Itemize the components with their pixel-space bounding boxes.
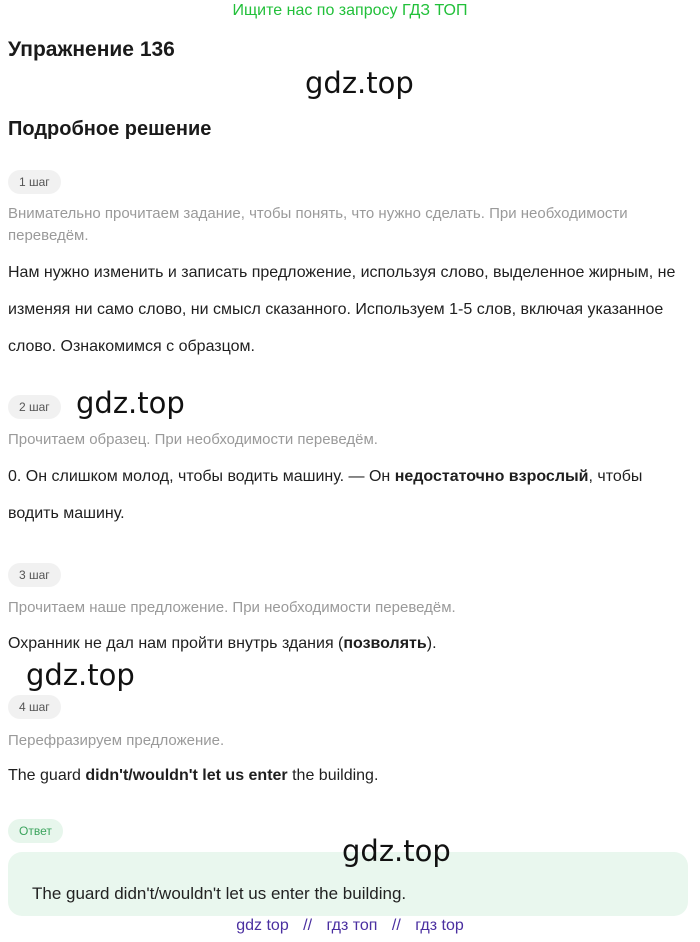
footer-link-3[interactable]: гдз top [415,917,464,934]
footer-link-2[interactable]: гдз топ [326,917,378,934]
footer-separator: // [303,917,313,934]
exercise-title: Упражнение 136 [8,38,175,61]
text-plain: The guard [8,767,86,784]
text-bold: didn't/wouldn't let us enter [85,767,288,784]
text-plain: the building. [287,767,379,784]
footer-link-1[interactable]: gdz top [236,917,289,934]
step-hint-4: Перефразируем предложение. [8,732,225,749]
text-plain: 0. Он слишком молод, чтобы водить машину. — Он [8,468,395,485]
step-badge-3: 3 шаг [8,563,61,587]
step-badge-1: 1 шаг [8,170,61,194]
text-bold: позволять [343,635,427,652]
step-badge-2: 2 шаг [8,395,61,419]
step-badge-4: 4 шаг [8,695,61,719]
footer [0,917,700,935]
step-hint-2: Прочитаем образец. При необходимости переведём. [8,431,378,448]
watermark: gdz.top [305,66,414,100]
watermark: gdz.top [26,658,135,692]
watermark: gdz.top [76,386,185,420]
step-text-3 [8,625,693,662]
answer-text: The guard didn't/wouldn't let us enter the building. [32,884,407,903]
watermark: gdz.top [342,834,451,868]
section-title: Подробное решение [8,118,212,140]
footer-separator: // [391,917,401,934]
step-text-1: Нам нужно изменить и записать предложение, используя слово, выделенное жирным, не изменяя ни само слово, ни смысл сказанного. Используем 1-5 слов, включая указанное слово. Ознакомимся с образцом. [8,264,676,355]
answer-badge: Ответ [8,819,63,843]
text-plain: Охранник не дал нам пройти внутрь здания ( [8,635,344,652]
step-hint-3: Прочитаем наше предложение. При необходимости переведём. [8,599,456,616]
step-text-4 [8,757,693,794]
step-text-2 [8,458,693,532]
text-plain: ). [426,635,437,652]
step-hint-1: Внимательно прочитаем задание, чтобы понять, что нужно сделать. При необходимости переведём. [8,205,628,244]
top-banner: Ищите нас по запросу ГДЗ ТОП [232,2,468,19]
text-plain: , чтобы водить машину. [8,468,643,522]
text-bold: недостаточно взрослый [394,468,589,485]
